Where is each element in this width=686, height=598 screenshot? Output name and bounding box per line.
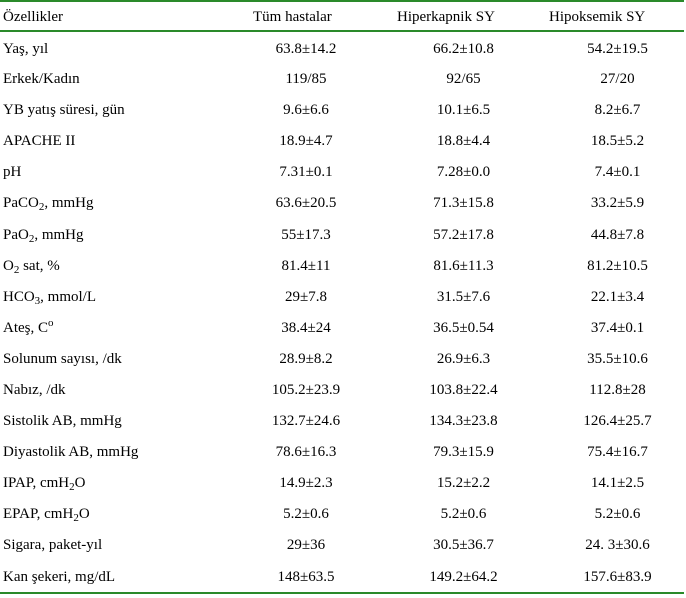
cell-hypoxemic: 27/20 xyxy=(600,71,635,88)
row-label xyxy=(0,313,231,344)
table-body xyxy=(0,32,686,593)
table-row xyxy=(0,375,686,406)
label-text: PaCO xyxy=(3,195,39,212)
row-label xyxy=(0,188,231,219)
table-row xyxy=(0,126,686,157)
subscript: 2 xyxy=(38,201,45,214)
label-text: YB yatış süresi, gün xyxy=(3,102,125,119)
table-row xyxy=(0,219,686,250)
cell-all-patients: 38.4±24 xyxy=(281,319,331,336)
characteristics-table xyxy=(0,2,686,593)
row-label xyxy=(0,251,231,282)
cell-hypoxemic: 7.4±0.1 xyxy=(594,164,641,181)
superscript: o xyxy=(48,316,54,329)
cell-all-patients: 132.7±24.6 xyxy=(271,413,341,430)
cell-all-patients: 63.8±14.2 xyxy=(275,40,337,57)
label-text: IPAP, cmH xyxy=(3,475,70,492)
label-text: Yaş, yıl xyxy=(3,40,49,57)
label-text: O xyxy=(78,506,90,523)
label-text: pH xyxy=(3,164,22,181)
table-row xyxy=(0,32,686,64)
cell-hypoxemic: 112.8±28 xyxy=(589,381,646,398)
cell-hypoxemic: 54.2±19.5 xyxy=(587,40,648,57)
cell-all-patients: 105.2±23.9 xyxy=(271,381,341,398)
cell-all-patients: 78.6±16.3 xyxy=(275,444,337,461)
cell-hypercapnic: 71.3±15.8 xyxy=(433,195,494,212)
table-row xyxy=(0,499,686,530)
cell-hypercapnic: 15.2±2.2 xyxy=(436,475,491,492)
cell-all-patients: 148±63.5 xyxy=(277,568,335,585)
cell-hypoxemic: 24. 3±30.6 xyxy=(585,537,650,554)
cell-hypercapnic: 26.9±6.3 xyxy=(436,350,491,367)
subscript: 2 xyxy=(69,481,75,494)
cell-hypoxemic: 37.4±0.1 xyxy=(590,319,645,336)
cell-hypercapnic: 149.2±64.2 xyxy=(429,568,498,585)
cell-hypercapnic: 5.2±0.6 xyxy=(440,506,487,523)
row-label xyxy=(0,219,231,250)
cell-all-patients: 9.6±6.6 xyxy=(283,102,329,119)
label-text: O xyxy=(74,475,86,492)
row-label xyxy=(0,562,231,593)
cell-hypoxemic: 81.2±10.5 xyxy=(587,257,648,274)
label-text: PaO xyxy=(3,226,29,243)
header-features: Özellikler xyxy=(3,8,63,25)
cell-hypoxemic: 75.4±16.7 xyxy=(587,444,648,461)
label-text: O xyxy=(3,257,14,274)
row-label xyxy=(0,468,231,499)
header-hypercapnic: Hiperkapnik SY xyxy=(397,8,495,25)
label-text: APACHE II xyxy=(3,133,76,150)
cell-all-patients: 18.9±4.7 xyxy=(279,133,333,150)
cell-hypercapnic: 81.6±11.3 xyxy=(433,257,494,274)
cell-all-patients: 5.2±0.6 xyxy=(283,506,329,523)
header-all-patients: Tüm hastalar xyxy=(253,8,332,25)
cell-hypercapnic: 18.8±4.4 xyxy=(436,133,491,150)
cell-hypercapnic: 31.5±7.6 xyxy=(436,288,491,305)
cell-hypercapnic: 103.8±22.4 xyxy=(429,381,498,398)
cell-all-patients: 7.31±0.1 xyxy=(279,164,333,181)
table-row xyxy=(0,437,686,468)
row-label xyxy=(0,126,231,157)
cell-hypoxemic: 18.5±5.2 xyxy=(590,133,645,150)
table-row xyxy=(0,282,686,313)
cell-hypoxemic: 35.5±10.6 xyxy=(587,350,648,367)
table-row xyxy=(0,468,686,499)
table-row xyxy=(0,562,686,593)
label-text: Sigara, paket-yıl xyxy=(3,537,103,554)
table-row xyxy=(0,344,686,375)
label-text: sat, % xyxy=(19,257,60,274)
cell-all-patients: 63.6±20.5 xyxy=(275,195,337,212)
cell-hypercapnic: 92/65 xyxy=(446,71,481,88)
cell-hypercapnic: 57.2±17.8 xyxy=(433,226,494,243)
table-row xyxy=(0,64,686,95)
subscript: 2 xyxy=(73,512,79,525)
cell-hypoxemic: 22.1±3.4 xyxy=(590,288,645,305)
cell-hypoxemic: 14.1±2.5 xyxy=(590,475,645,492)
row-label xyxy=(0,64,231,95)
cell-hypoxemic: 126.4±25.7 xyxy=(583,413,652,430)
table-row xyxy=(0,406,686,437)
row-label xyxy=(0,406,231,437)
subscript: 3 xyxy=(34,294,41,307)
cell-hypoxemic: 33.2±5.9 xyxy=(590,195,645,212)
cell-all-patients: 55±17.3 xyxy=(281,226,331,243)
row-label xyxy=(0,32,231,64)
label-text: Solunum sayısı, /dk xyxy=(3,350,122,367)
row-label xyxy=(0,95,231,126)
cell-hypoxemic: 157.6±83.9 xyxy=(583,568,652,585)
cell-all-patients: 29±36 xyxy=(286,537,326,554)
label-text: Ateş, C xyxy=(3,319,48,336)
row-label xyxy=(0,437,231,468)
cell-all-patients: 28.9±8.2 xyxy=(279,350,333,367)
table-row xyxy=(0,188,686,219)
cell-all-patients: 81.4±11 xyxy=(281,257,331,274)
cell-hypercapnic: 79.3±15.9 xyxy=(433,444,494,461)
label-text: , mmHg xyxy=(44,195,94,212)
header-hypoxemic: Hipoksemik SY xyxy=(549,8,646,25)
cell-hypercapnic: 36.5±0.54 xyxy=(433,319,494,336)
cell-hypercapnic: 30.5±36.7 xyxy=(433,537,494,554)
header-row xyxy=(0,2,686,32)
label-text: HCO xyxy=(3,288,35,305)
cell-hypercapnic: 66.2±10.8 xyxy=(433,40,494,57)
cell-hypercapnic: 7.28±0.0 xyxy=(436,164,491,181)
row-label xyxy=(0,157,231,188)
cell-all-patients: 119/85 xyxy=(285,71,327,88)
cell-hypoxemic: 8.2±6.7 xyxy=(594,102,641,119)
table-row xyxy=(0,251,686,282)
label-text: Kan şekeri, mg/dL xyxy=(3,568,116,585)
subscript: 2 xyxy=(13,263,20,276)
row-label xyxy=(0,375,231,406)
label-text: Erkek/Kadın xyxy=(3,71,80,88)
table-row xyxy=(0,157,686,188)
label-text: , mmHg xyxy=(34,226,84,243)
table-header xyxy=(0,2,686,32)
row-label xyxy=(0,530,231,561)
row-label xyxy=(0,282,231,313)
table-row xyxy=(0,313,686,344)
cell-all-patients: 29±7.8 xyxy=(285,288,327,305)
cell-hypercapnic: 134.3±23.8 xyxy=(429,413,498,430)
label-text: EPAP, cmH xyxy=(3,506,74,523)
subscript: 2 xyxy=(28,232,35,245)
label-text: Nabız, /dk xyxy=(3,381,66,398)
label-text: Diyastolik AB, mmHg xyxy=(3,444,139,461)
label-text: , mmol/L xyxy=(40,288,97,305)
cell-hypercapnic: 10.1±6.5 xyxy=(436,102,491,119)
table-row xyxy=(0,95,686,126)
row-label xyxy=(0,499,231,530)
label-text: Sistolik AB, mmHg xyxy=(3,413,122,430)
table-row xyxy=(0,530,686,561)
cell-hypoxemic: 5.2±0.6 xyxy=(594,506,641,523)
cell-hypoxemic: 44.8±7.8 xyxy=(590,226,645,243)
cell-all-patients: 14.9±2.3 xyxy=(279,475,333,492)
row-label xyxy=(0,344,231,375)
